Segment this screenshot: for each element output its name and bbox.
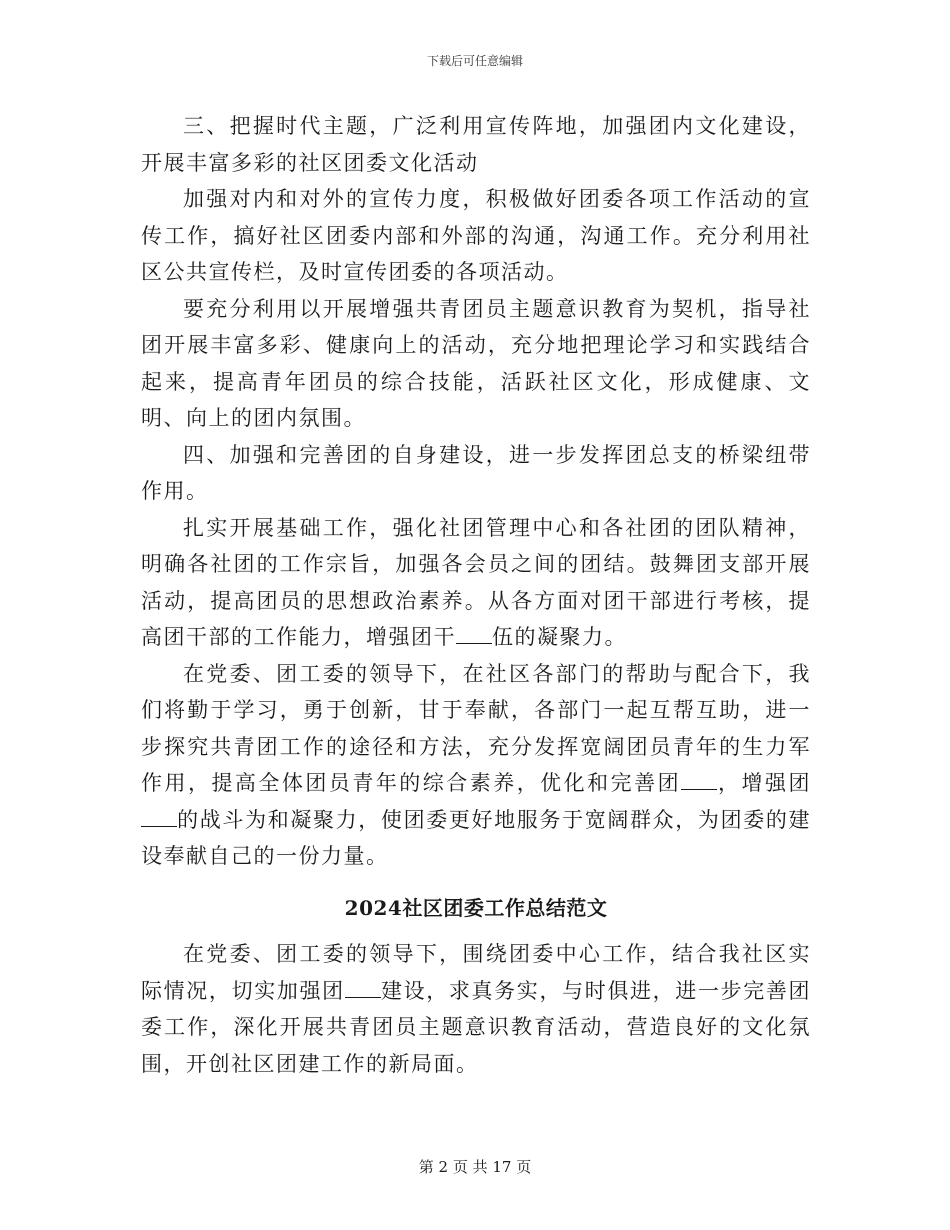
text-segment: 在党委、团工委的领导下，围绕团委中心工作，结合我社区实际情况，切实加强团: [141, 942, 811, 1003]
page-footer: 第 2 页 共 17 页: [418, 1158, 532, 1176]
paragraph-activities: 要充分利用以开展增强共青团员主题意识教育为契机，指导社团开展丰富多彩、健康向上的活动，充分地把理论学习和实践结合起来，提高青年团员的综合技能，活跃社区文化，形成健康、文明、向上的团内氛围。: [141, 296, 811, 430]
paragraph-section-four-heading: 四、加强和完善团的自身建设，进一步发挥团总支的桥梁纽带作用。: [141, 442, 811, 503]
fill-blank: [681, 771, 717, 790]
text-segment: ，增强团: [717, 771, 812, 795]
paragraph-commitment: [141, 656, 811, 875]
paragraph-section-three-heading: 三、把握时代主题，广泛利用宣传阵地，加强团内文化建设，开展丰富多彩的社区团委文化活动: [141, 114, 811, 175]
paragraph-publicity: 加强对内和对外的宣传力度，积极做好团委各项工作活动的宣传工作，搞好社区团委内部和外部的沟通，沟通工作。充分利用社区公共宣传栏，及时宣传团委的各项活动。: [141, 187, 811, 284]
paragraph-foundation-work: [141, 510, 811, 656]
text-segment: 伍的凝聚力。: [492, 625, 627, 649]
text-segment: 建设，求真务实，与时俱进，进一步完善团委工作，深化开展共青团员主题意识教育活动，营造良好的文化氛围，开创社区团建工作的新局面。: [141, 978, 812, 1076]
document-body: [141, 108, 811, 1082]
text-segment: 扎实开展基础工作，强化社团管理中心和各社团的团队精神，明确各社团的工作宗旨，加强各会员之间的团结。鼓舞团支部开展活动，提高团员的思想政治素养。从各方面对团干部进行考核，提高团干部的工作能力，增强团干: [141, 515, 811, 649]
text-segment: 的战斗为和凝聚力，使团委更好地服务于宽阔群众，为团委的建设奉献自己的一份力量。: [141, 807, 811, 868]
fill-blank: [456, 625, 492, 644]
paragraph-section-intro: [141, 936, 811, 1082]
text-segment: 在党委、团工委的领导下，在社区各部门的帮助与配合下，我们将勤于学习，勇于创新，甘于奉献，各部门一起互帮互助，进一步探究共青团工作的途径和方法，充分发挥宽阔团员青年的生力军作用，提高全体团员青年的综合素养，优化和完善团: [141, 661, 811, 795]
page-header: 下载后可任意编辑: [426, 54, 523, 68]
fill-blank: [141, 808, 177, 827]
section-title: 2024社区团委工作总结范文: [344, 895, 608, 920]
fill-blank: [345, 979, 381, 998]
